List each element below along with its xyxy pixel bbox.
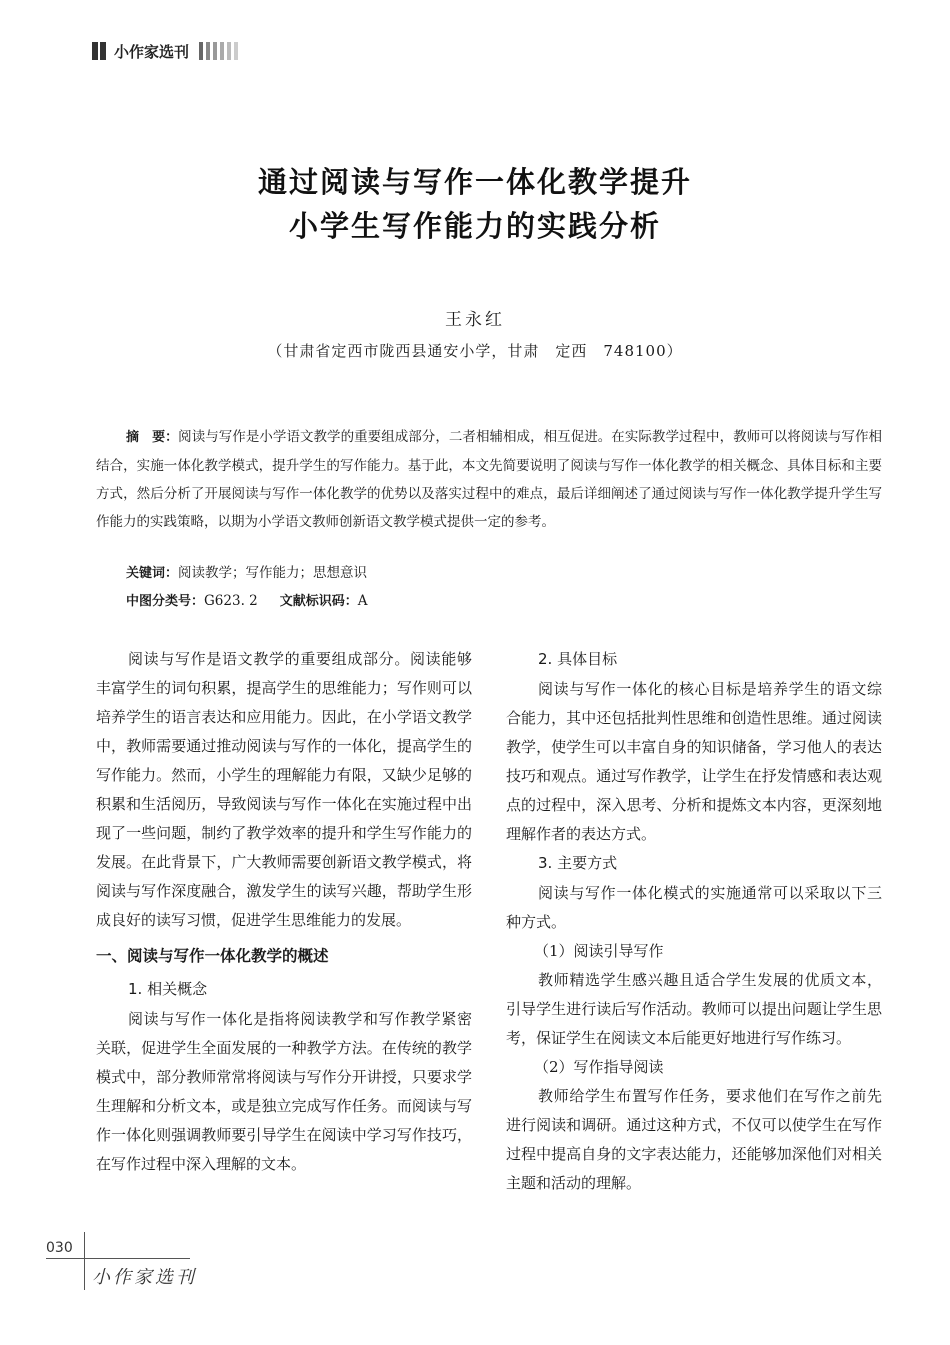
subsection-1-paragraph: 阅读与写作一体化是指将阅读教学和写作教学紧密关联，促进学生全面发展的一种教学方法。在传统的教学模式中，部分教师常常将阅读与写作分开讲授，只要求学生理解和分析文本，或是独立完成写作任务。而阅读与写作一体化则强调教师要引导学生在阅读中学习写作技巧，在写作过程中深入理解的文本。 bbox=[96, 1010, 472, 1173]
journal-name: 小作家选刊 bbox=[114, 42, 190, 61]
keywords bbox=[126, 559, 367, 588]
title-line-1: 通过阅读与写作一体化教学提升 bbox=[257, 165, 692, 199]
classification bbox=[126, 587, 368, 616]
doc-code-label: 文献标识码： bbox=[279, 594, 358, 609]
author-name: 王永红 bbox=[445, 310, 505, 330]
clc-value: G623. 2 bbox=[204, 593, 258, 609]
item-1-heading: （1）阅读引导写作 bbox=[534, 942, 664, 960]
header-block-mark bbox=[92, 42, 98, 60]
abstract-label: 摘 要： bbox=[126, 430, 179, 445]
running-header bbox=[92, 40, 241, 62]
author-affiliation: （甘肃省定西市陇西县通安小学，甘肃 定西 748100） bbox=[267, 342, 683, 360]
header-stripes bbox=[199, 42, 241, 60]
body-right-column bbox=[506, 645, 882, 1198]
footer-rule bbox=[46, 1258, 190, 1259]
abstract bbox=[96, 423, 882, 536]
item-1-paragraph: 教师精选学生感兴趣且适合学生发展的优质文本，引导学生进行读后写作活动。教师可以提出问题让学生思考，保证学生在阅读文本后能更好地进行写作练习。 bbox=[506, 971, 882, 1047]
page-number: 030 bbox=[46, 1240, 73, 1256]
section-1-heading: 一、阅读与写作一体化教学的概述 bbox=[96, 947, 329, 965]
item-2-paragraph: 教师给学生布置写作任务，要求他们在写作之前先进行阅读和调研。通过这种方式，不仅可以使学生在写作过程中提高自身的文字表达能力，还能够加深他们对相关主题和活动的理解。 bbox=[506, 1087, 882, 1192]
header-block-mark bbox=[100, 42, 106, 60]
intro-paragraph: 阅读与写作是语文教学的重要组成部分。阅读能够丰富学生的词句积累，提高学生的思维能力；写作则可以培养学生的语言表达和应用能力。因此，在小学语文教学中，教师需要通过推动阅读与写作的一体化，提高学生的写作能力。然而，小学生的理解能力有限，又缺少足够的积累和生活阅历，导致阅读与写作一体化在实施过程中出现了一些问题，制约了教学效率的提升和学生写作能力的发展。在此背景下，广大教师需要创新语文教学模式，将阅读与写作深度融合，激发学生的读写兴趣，帮助学生形成良好的读写习惯，促进学生思维能力的发展。 bbox=[96, 650, 472, 929]
abstract-text: 阅读与写作是小学语文教学的重要组成部分，二者相辅相成，相互促进。在实际教学过程中，教师可以将阅读与写作相结合，实施一体化教学模式，提升学生的写作能力。基于此，本文先简要说明了阅读与写作一体化教学的相关概念、具体目标和主要方式，然后分析了开展阅读与写作一体化教学的优势以及落实过程中的难点，最后详细阐述了通过阅读与写作一体化教学提升学生写作能力的实践策略，以期为小学语文教师创新语文教学模式提供一定的参考。 bbox=[96, 429, 882, 530]
footer-divider bbox=[84, 1232, 85, 1290]
subsection-3-heading: 3. 主要方式 bbox=[538, 854, 618, 872]
subsection-1-heading: 1. 相关概念 bbox=[128, 980, 208, 998]
article-title bbox=[0, 160, 950, 248]
subsection-2-paragraph: 阅读与写作一体化的核心目标是培养学生的语文综合能力，其中还包括批判性思维和创造性思维。通过阅读教学，使学生可以丰富自身的知识储备，学习他人的表达技巧和观点。通过写作教学，让学生在抒发情感和表达观点的过程中，深入思考、分析和提炼文本内容，更深刻地理解作者的表达方式。 bbox=[506, 680, 882, 843]
keywords-text: 阅读教学；写作能力；思想意识 bbox=[178, 565, 368, 581]
keywords-label: 关键词： bbox=[126, 566, 179, 581]
title-line-2: 小学生写作能力的实践分析 bbox=[288, 209, 661, 243]
doc-code-value: A bbox=[357, 593, 368, 609]
subsection-2-heading: 2. 具体目标 bbox=[538, 650, 618, 668]
body-left-column bbox=[96, 645, 472, 1179]
journal-logo: 小作家选刊 bbox=[92, 1267, 197, 1288]
item-2-heading: （2）写作指导阅读 bbox=[534, 1058, 664, 1076]
subsection-3-paragraph: 阅读与写作一体化模式的实施通常可以采取以下三种方式。 bbox=[506, 884, 882, 931]
clc-label: 中图分类号： bbox=[126, 594, 205, 609]
